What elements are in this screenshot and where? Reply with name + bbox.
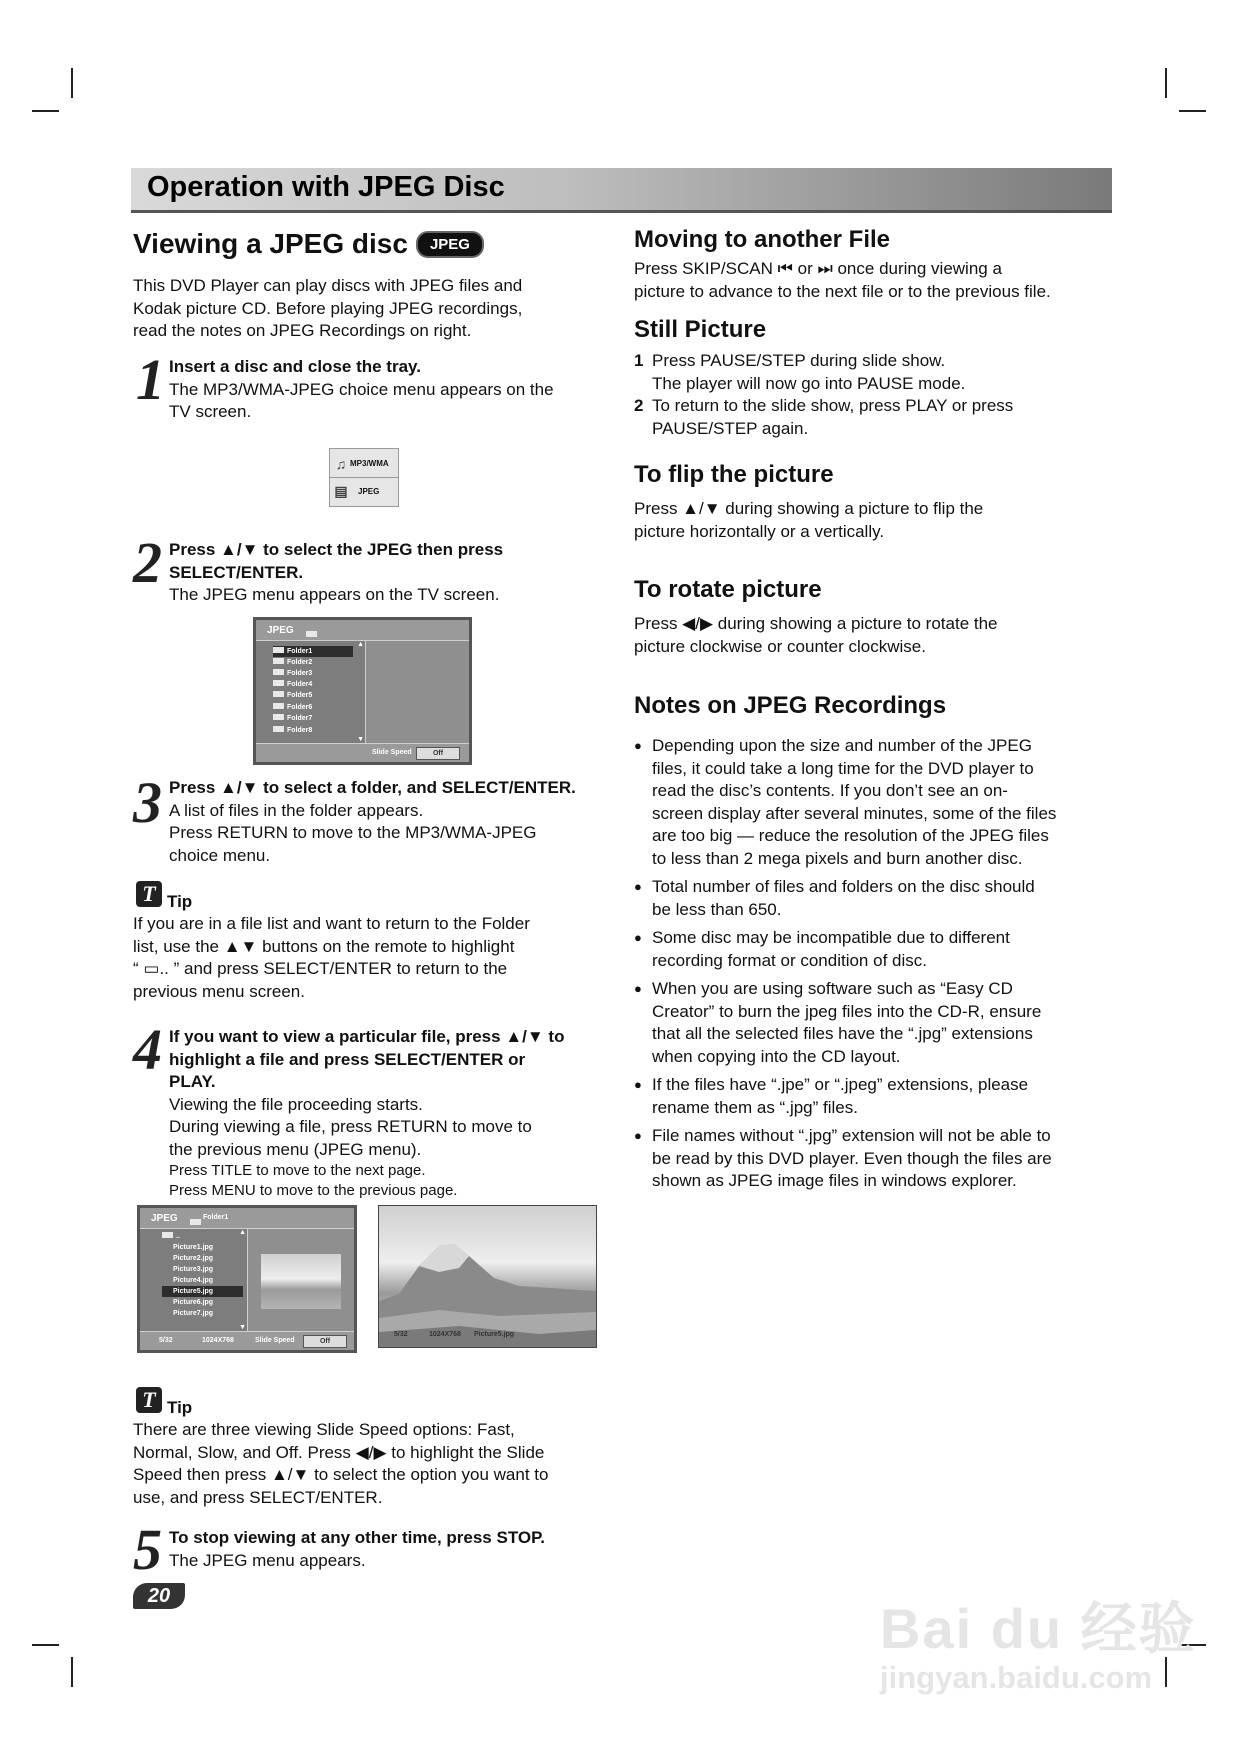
menu-title: JPEG [267,625,294,636]
folder-item[interactable]: Folder6 [273,702,312,713]
note-bullet: ● Depending upon the size and number of the JPEG files, it could take a long time for the DVD player to read the disc’s contents. If you don’t see an on- screen display after several minutes, some of the files are too big — reduce the resolution of the JPEG files to less than 2 mega pixels and burn another disc. [634,735,1122,870]
step1-line: TV screen. [169,402,252,421]
step5-text [169,1527,545,1572]
step4-bold: If you want to view a particular file, press ▲/▼ to [169,1027,565,1046]
scroll-down-icon[interactable]: ▼ [357,736,364,743]
tip2-line: use, and press SELECT/ENTER. [133,1487,383,1507]
menu-title: JPEG [151,1213,178,1224]
crop-mark [32,1644,59,1646]
note-bullet: ● Total number of files and folders on the disc should be less than 650. [634,876,1122,921]
file-list-pane [140,1229,248,1331]
step3-line: Press RETURN to move to the MP3/WMA-JPEG [169,823,537,842]
flip-line: Press ▲/▼ during showing a picture to flip the [634,499,984,518]
photo-filename: Picture5.jpg [474,1331,515,1338]
choice-item-mp3[interactable] [332,451,394,476]
thumbnail-preview [261,1254,341,1309]
rotate-line: Press ◀/▶ during showing a picture to rotate the [634,614,998,633]
slide-speed-select[interactable]: Off [303,1335,347,1348]
intro-paragraph [133,275,522,343]
step-number-5: 5 [133,1517,162,1582]
still-item-2 [634,395,1014,440]
still-line: To return to the slide show, press PLAY or press [652,396,1014,415]
tip2-line: Speed then press ▲/▼ to select the option you want to [133,1465,549,1484]
heading-text: Viewing a JPEG disc [133,228,408,259]
parent-folder-item[interactable]: .. [162,1231,180,1242]
step1-line: The MP3/WMA-JPEG choice menu appears on the [169,379,554,399]
rotate-text [634,613,998,658]
menu-footer [140,1331,354,1350]
page-number: 20 [133,1583,185,1609]
flip-line: picture horizontally or a vertically. [634,521,885,541]
file-item[interactable]: Picture6.jpg [173,1299,214,1306]
crop-mark [1179,110,1206,112]
heading-still: Still Picture [634,316,767,343]
tip2-text [133,1419,548,1509]
crop-mark [71,68,73,98]
divider [330,477,398,478]
moving-line: picture to advance to the next file or to the previous file. [634,281,1051,301]
step3-text [169,777,576,867]
tip1-text [133,913,530,1003]
folder-item[interactable]: Folder4 [273,679,312,690]
scroll-up-icon[interactable]: ▲ [357,641,364,648]
file-counter: 5/32 [159,1337,173,1344]
note-bullet: ● If the files have “.jpe” or “.jpeg” extensions, please rename them as “.jpg” files. [634,1074,1122,1119]
crop-mark [32,110,59,112]
tip1-line: “ ▭.. ” and press SELECT/ENTER to return to the [133,959,508,978]
folder-item[interactable]: Folder1 [273,646,353,657]
note-bullet: ● File names without “.jpg” extension will not be able to be read by this DVD player. Even though the files are shown as JPEG image files in windows explorer. [634,1125,1122,1193]
mp3-jpeg-choice-menu [329,448,399,507]
file-item[interactable]: Picture1.jpg [173,1244,214,1251]
choice-item-jpeg[interactable] [332,479,394,504]
step4-line: During viewing a file, press RETURN to move to [169,1117,532,1136]
choice-label: JPEG [358,487,380,496]
still-line: PAUSE/STEP again. [652,418,809,438]
file-item[interactable]: Picture2.jpg [173,1255,214,1262]
heading-rotate: To rotate picture [634,576,822,603]
section-title: Operation with JPEG Disc [147,171,505,203]
menu-header [140,1208,354,1229]
tip-label: Tip [167,1398,193,1417]
step3-bold: Press ▲/▼ to select a folder, and SELECT/ENTER. [169,778,576,797]
step4-bold: PLAY. [169,1072,216,1091]
tip2-line: There are three viewing Slide Speed options: Fast, [133,1420,515,1439]
step4-text [169,1026,564,1201]
intro-line: Kodak picture CD. Before playing JPEG recordings, [133,298,523,318]
step4-line: Viewing the file proceeding starts. [169,1094,423,1114]
still-line: The player will now go into PAUSE mode. [652,373,966,393]
step2-text [169,539,503,607]
file-item[interactable]: Picture3.jpg [173,1266,214,1273]
step3-line: A list of files in the folder appears. [169,800,424,820]
step4-line: the previous menu (JPEG menu). [169,1139,422,1159]
step5-bold: To stop viewing at any other time, press STOP. [169,1528,545,1547]
tip-label: Tip [167,892,193,911]
still-line: Press PAUSE/STEP during slide show. [652,351,946,370]
folder-list-pane [256,641,366,743]
step-number-3: 3 [133,770,162,835]
crop-mark [71,1657,73,1687]
heading-notes: Notes on JPEG Recordings [634,692,947,719]
item-number: 2 [634,396,644,415]
scroll-down-icon[interactable]: ▼ [239,1324,246,1331]
mountain-landscape-image [379,1206,596,1347]
tip1-line: previous menu screen. [133,981,305,1001]
step1-bold: Insert a disc and close the tray. [169,357,421,376]
folder-item[interactable]: Folder3 [273,668,312,679]
tip2-line: Normal, Slow, and Off. Press ◀/▶ to highlight the Slide [133,1442,545,1462]
tip-icon: T [136,881,162,907]
scroll-up-icon[interactable]: ▲ [239,1229,246,1236]
step4-small-line: Press TITLE to move to the next page. [169,1162,426,1179]
page-heading [133,228,484,260]
step2-bold: SELECT/ENTER. [169,562,304,582]
photo-counter: 5/32 [394,1331,408,1338]
jpeg-badge: JPEG [416,231,484,258]
heading-flip: To flip the picture [634,461,834,488]
tip-icon: T [136,1387,162,1413]
baidu-watermark: Bai du 经验 [880,1597,1197,1660]
heading-moving: Moving to another File [634,226,890,253]
rotate-line: picture clockwise or counter clockwise. [634,636,926,656]
slide-speed-label: Slide Speed [255,1337,295,1344]
music-note-icon: ♫ [335,455,347,472]
photo-resolution: 1024X768 [429,1331,461,1338]
crop-mark [1165,68,1167,98]
step3-line: choice menu. [169,845,271,865]
baidu-watermark-url: jingyan.baidu.com [880,1660,1153,1695]
step4-bold: highlight a file and press SELECT/ENTER or [169,1049,526,1069]
resolution: 1024X768 [202,1337,234,1344]
step-number-1: 1 [136,347,165,412]
folder-item[interactable]: Folder2 [273,657,312,668]
moving-text [634,258,1051,303]
intro-line: This DVD Player can play discs with JPEG files and [133,276,523,295]
tip1-line: If you are in a file list and want to return to the Folder [133,914,530,933]
step2-bold: Press ▲/▼ to select the JPEG then press [169,540,504,559]
slide-speed-select[interactable]: Off [416,747,460,760]
folder-item[interactable]: Folder8 [273,725,312,736]
item-number: 1 [634,351,644,370]
picture-icon: ▤ [334,483,348,499]
file-item-selected[interactable]: Picture5.jpg [162,1286,243,1297]
full-screen-photo [378,1205,597,1348]
file-item[interactable]: Picture4.jpg [173,1277,214,1284]
tip1-line: list, use the ▲▼ buttons on the remote to highlight [133,936,515,956]
intro-line: read the notes on JPEG Recordings on right. [133,321,472,340]
moving-line: Press SKIP/SCAN ⏮ or ⏭ once during viewing a [634,259,1002,278]
step-number-4: 4 [133,1017,162,1082]
step4-small-line: Press MENU to move to the previous page. [169,1182,458,1199]
step2-line: The JPEG menu appears on the TV screen. [169,585,500,604]
still-item-1 [634,350,966,395]
folder-item[interactable]: Folder5 [273,690,312,701]
file-item[interactable]: Picture7.jpg [173,1310,214,1317]
choice-label: MP3/WMA [350,459,389,468]
flip-text [634,498,983,543]
step5-line: The JPEG menu appears. [169,1550,366,1570]
slide-speed-label: Slide Speed [372,749,412,756]
note-bullet: ● Some disc may be incompatible due to different recording format or condition of disc. [634,927,1122,972]
current-folder: Folder1 [203,1214,229,1221]
step-number-2: 2 [133,530,162,595]
note-bullet: ● When you are using software such as “Easy CD Creator” to burn the jpeg files into the CD-R, ensure that all the selected files have the “.jpg” extensions when copying into the CD layout. [634,978,1122,1068]
menu-footer [256,743,469,762]
section-banner [131,168,1112,213]
step1-text [169,356,554,424]
folder-item[interactable]: Folder7 [273,713,312,724]
jpeg-file-menu [137,1205,357,1353]
jpeg-folder-menu [253,617,472,765]
menu-header [256,620,469,641]
